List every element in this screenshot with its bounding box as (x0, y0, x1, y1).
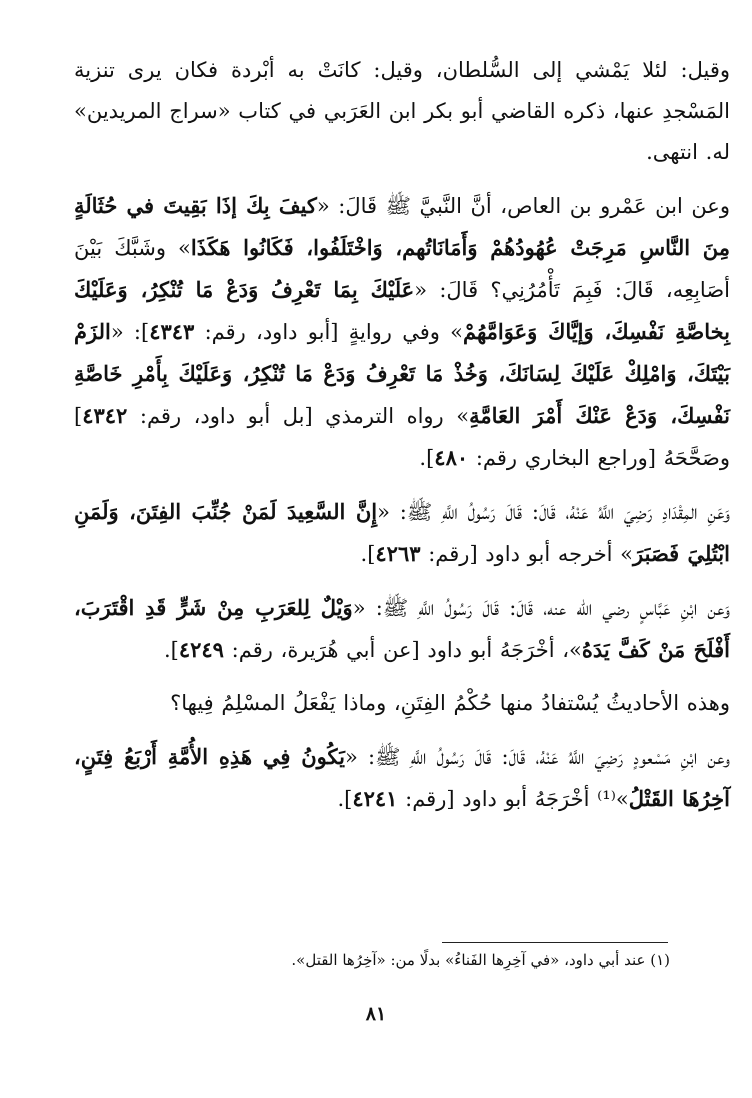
body-text: وعن ابْنِ مَسْعودٍ رَضِيَ اللَّهُ عَنْهُ، قَالَ: قَالَ رَسُولُ اللَّهِ ﷺ: « (344, 745, 730, 769)
body-text: » وشَبَّكَ بَيْنَ أصَابِعِه، قَالَ: فَبِمَ تَأْمُرُنِي؟ قَالَ: « (74, 236, 730, 302)
paragraph (74, 587, 730, 671)
hadith-text: الزَمْ بَيْتَكَ، وَامْلِكْ عَلَيْكَ لِسَانَكَ، وَخُذْ مَا تَعْرِفُ وَدَعْ مَا تُنْكِرُ، وَعَلَيْكَ بِأَمْرِ خَاصَّةِ نَفْسِكَ، وَدَعْ عَنْكَ أَمْرَ العَامَّةِ (74, 319, 730, 428)
body-text: وهذه الأحاديثُ يُسْتفادُ منها حُكْمُ الفِتَنِ، وماذا يَفْعَلُ المسْلِمُ فِيها؟ (170, 691, 730, 715)
hadith-text: ٤٢٤٩ (178, 637, 224, 662)
body-text: ]: « (110, 320, 150, 344)
paragraph (74, 491, 730, 575)
page-number: ٨١ (365, 1003, 387, 1025)
body-text: ]. (360, 542, 376, 566)
body-text: ]. (337, 787, 353, 811)
paragraph (74, 50, 730, 173)
hadith-text: ٤٣٤٣ (149, 319, 195, 344)
hadith-text: كيفَ بِكَ إذَا بَقِيتَ في حُثَالَةٍ مِنَ النَّاسِ مَرِجَتْ عُهُودُهُمْ وَأَمَانَاتُهم، وَاخْتَلَفُوا، فَكَانُوا هَكَذَا (74, 193, 730, 260)
body-text: ]. (419, 446, 435, 470)
paragraph (74, 736, 730, 820)
hadith-text: عَلَيْكَ بِمَا تَعْرِفُ وَدَعْ مَا تُنْكِرُ، وَعَلَيْكَ بِخاصَّةِ نَفْسِكَ، وَإيَّاكَ وَعَوَامَّهُمْ (74, 277, 730, 344)
footnote-divider (442, 942, 668, 943)
hadith-text: ٤٣٤٢ (82, 403, 128, 428)
body-text: » وفي روايةٍ [أبو داود، رقم: (194, 320, 463, 344)
body-text: وَعَنِ المِقْدَادِ رَضِيَ اللَّهُ عَنْهُ، قَالَ: قَالَ رَسُولُ اللَّهِ ﷺ: « (377, 500, 730, 524)
footnote: (١) عند أبي داود، «في آخِرِها الفَناءُ» بدلًا من: «آخِرُها القتل». (291, 951, 670, 969)
body-text: وقيل: لئلا يَمْشي إلى السُّلطان، وقيل: كانَتْ به أبْردة فكان يرى تنزية المَسْجدِ عنها، ذكره القاضي أبو بكر ابن العَرَبي في كتاب «سراج المريدين» له. انتهى. (74, 58, 730, 164)
body-text: »⁽¹⁾ أخْرَجَهُ أبو داود [رقم: (397, 787, 629, 811)
hadith-text: ٤٨٠ (434, 445, 469, 470)
body-text: وعن ابن عَمْرو بن العاص، أنَّ النَّبيَّ ﷺ قَالَ: « (316, 194, 730, 218)
hadith-text: ٤٢٦٣ (375, 541, 421, 566)
paragraph (74, 683, 730, 724)
page-body (74, 50, 730, 832)
hadith-text: يَكُونُ فِي هَذِهِ الأُمَّةِ أَرْبَعُ فِتَنٍ، آخِرُهَا القَتْلُ (74, 744, 730, 811)
body-text: ]. (163, 638, 179, 662)
paragraph (74, 185, 730, 479)
body-text: ] وصَحَّحَهُ [وراجع البخاري رقم: (74, 404, 730, 470)
body-text: » أخرجه أبو داود [رقم: (420, 542, 634, 566)
hadith-text: وَيْلٌ لِلعَرَبِ مِنْ شَرٍّ قَدِ اقْتَرَبَ، أَفْلَحَ مَنْ كَفَّ يَدَهُ (74, 595, 730, 662)
hadith-text: ٤٢٤١ (352, 786, 398, 811)
body-text: »، أخْرَجَهُ أبو داود [عن أبي هُرَيرة، رقم: (223, 638, 582, 662)
body-text: » رواه الترمذي [بل أبو داود، رقم: (127, 404, 470, 428)
body-text: وَعن ابْنِ عَبَّاسٍ رضي الله عنه، قَالَ: قَالَ رَسُولُ اللَّهِ ﷺ: « (352, 596, 730, 620)
hadith-text: إِنَّ السَّعِيدَ لَمَنْ جُنِّبَ الفِتَنَ، وَلَمَنِ ابْتُلِيَ فَصَبَرَ (74, 499, 730, 566)
